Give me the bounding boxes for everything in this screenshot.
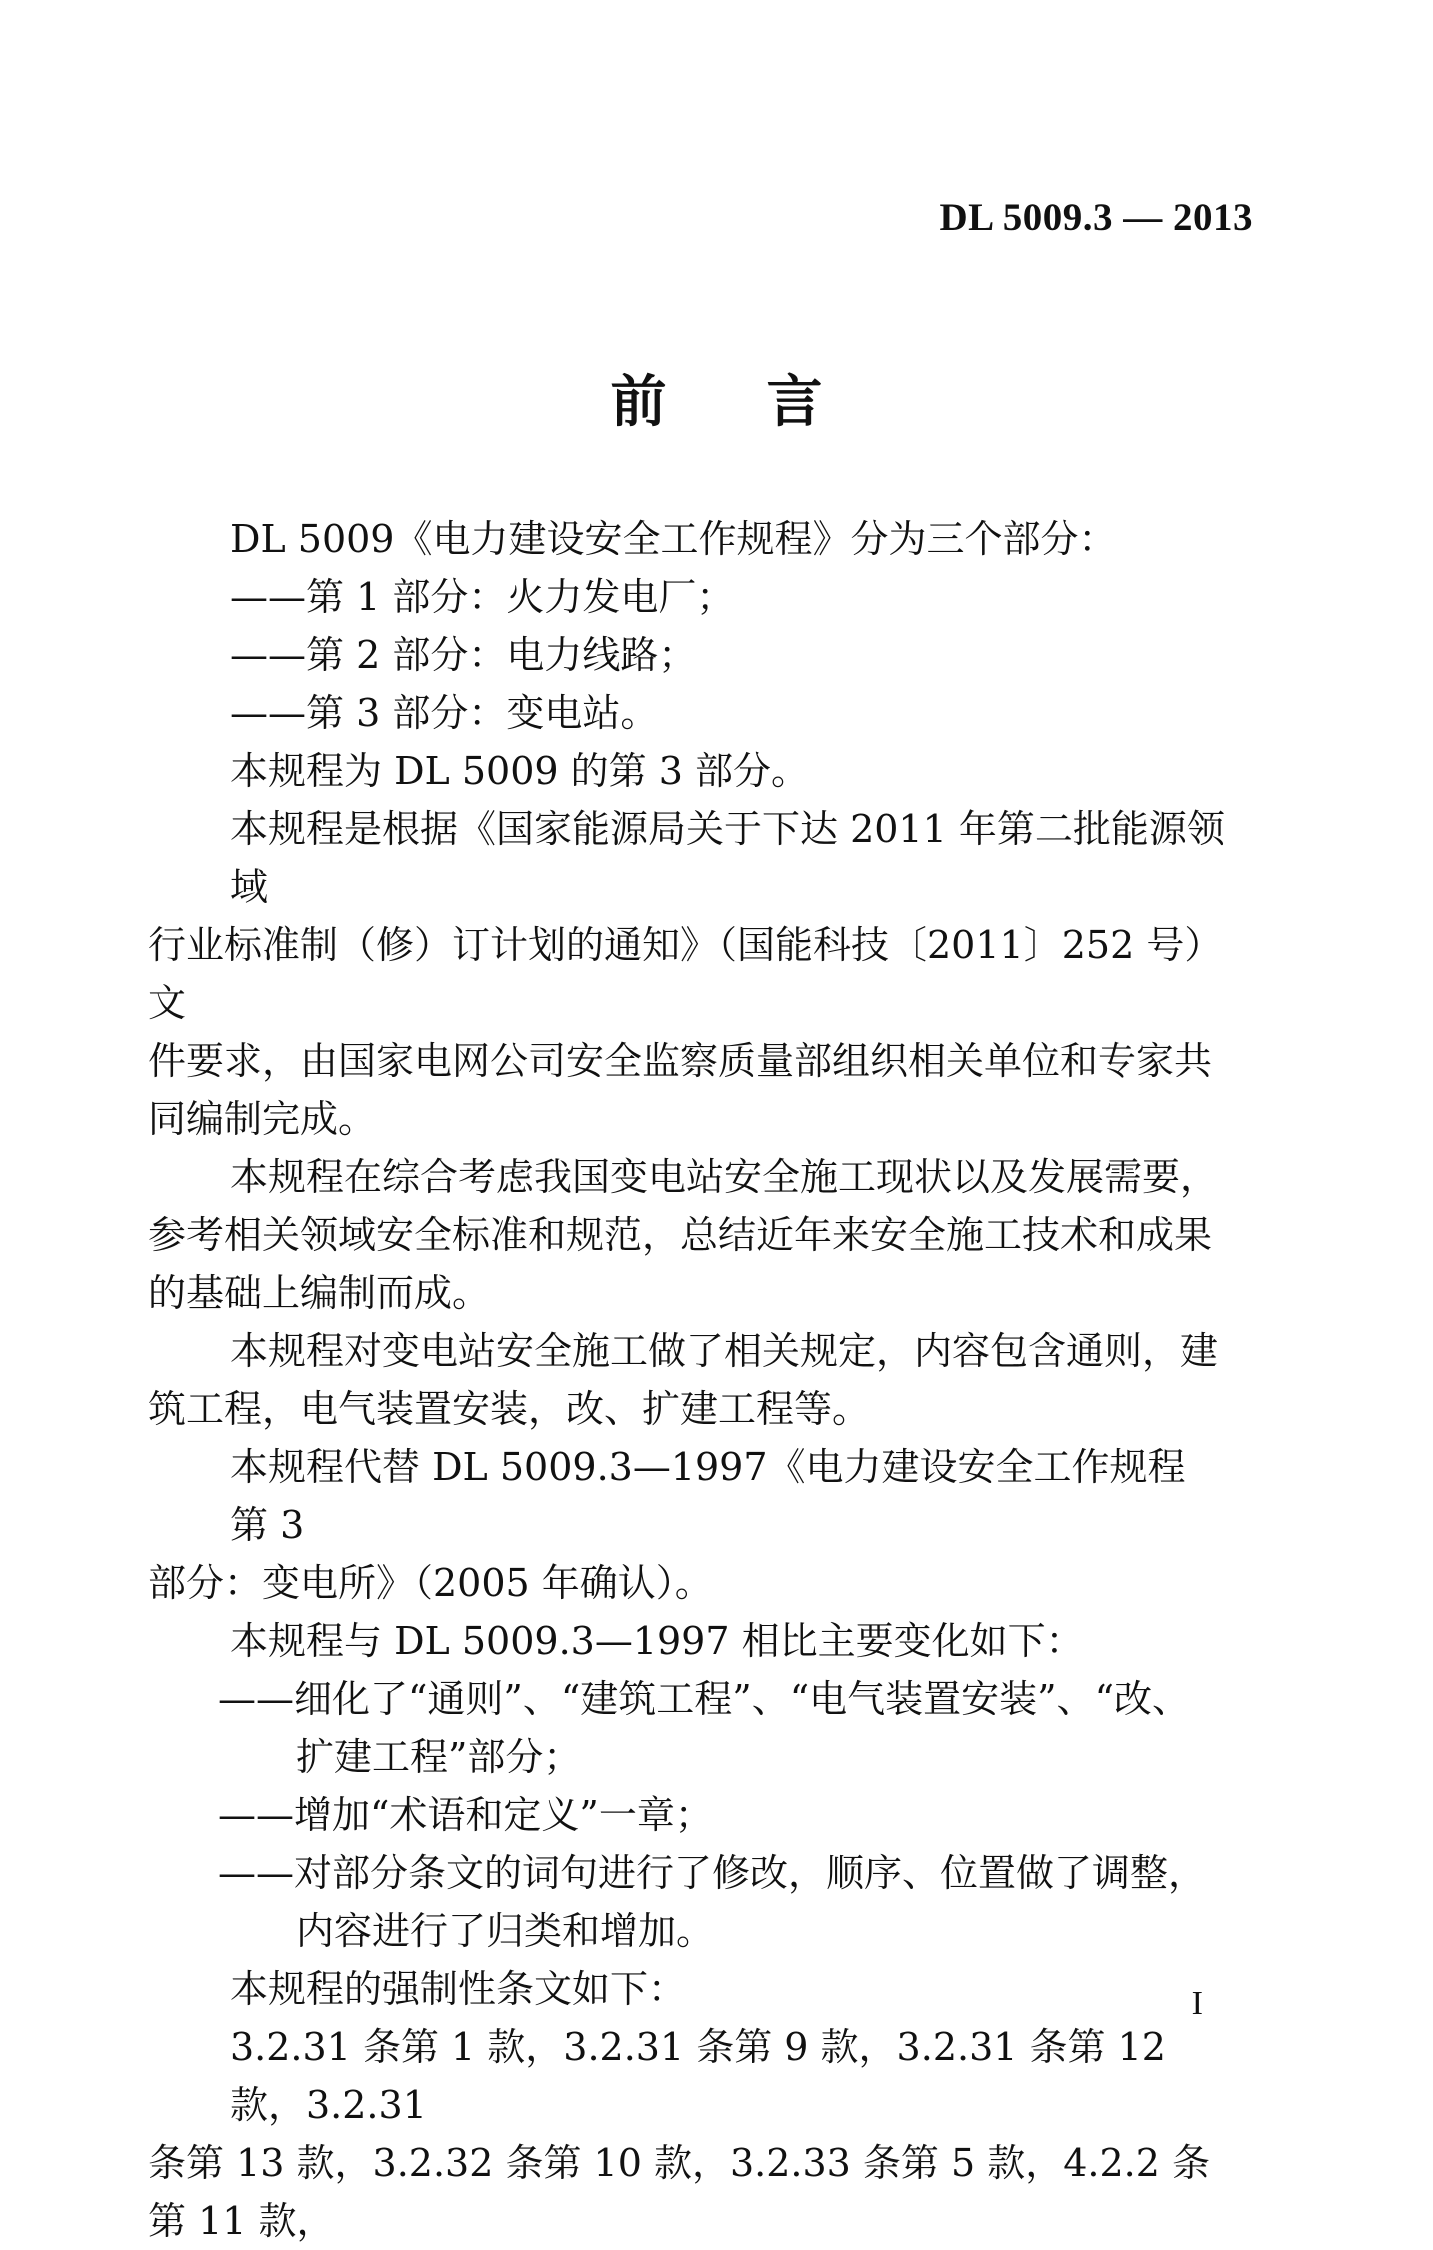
paragraph-line: 本规程对变电站安全施工做了相关规定，内容包含通则，建 xyxy=(230,1329,1219,1373)
standard-number-header: DL 5009.3 — 2013 xyxy=(939,196,1253,239)
list-item: ——细化了“通则”、“建筑工程”、“电气装置安装”、“改、 xyxy=(218,1677,1190,1721)
paragraph-line: 本规程在综合考虑我国变电站安全施工现状以及发展需要， xyxy=(230,1155,1219,1199)
paragraph-line: 参考相关领域安全标准和规范，总结近年来安全施工技术和成果 xyxy=(148,1213,1213,1257)
paragraph-line: 同编制完成。 xyxy=(148,1097,377,1141)
paragraph-line: 行业标准制（修）订计划的通知》（国能科技〔2011〕252 号）文 xyxy=(148,923,1223,1025)
title-char-2: 言 xyxy=(766,369,823,435)
paragraph-line: 条第 13 款，3.2.32 条第 10 款，3.2.33 条第 5 款，4.2.2 条第 11 款， xyxy=(148,2141,1211,2243)
paragraph-line: 本规程的强制性条文如下： xyxy=(230,1967,687,2011)
paragraph-line: 件要求，由国家电网公司安全监察质量部组织相关单位和专家共 xyxy=(148,1039,1213,1083)
paragraph-line: 筑工程，电气装置安装，改、扩建工程等。 xyxy=(148,1387,871,1431)
document-body xyxy=(148,510,1248,2250)
page-number: I xyxy=(1191,1985,1203,2022)
paragraph-line: 本规程代替 DL 5009.3—1997《电力建设安全工作规程 第 3 xyxy=(230,1445,1224,1547)
paragraph-line: 3.2.31 条第 1 款，3.2.31 条第 9 款，3.2.31 条第 12 款，3.2.31 xyxy=(230,2025,1166,2127)
list-item: ——增加“术语和定义”一章； xyxy=(218,1793,713,1837)
list-item-continuation: 内容进行了归类和增加。 xyxy=(296,1909,715,1953)
paragraph-line: DL 5009《电力建设安全工作规程》分为三个部分： xyxy=(230,517,1117,561)
list-item: ——对部分条文的词句进行了修改，顺序、位置做了调整， xyxy=(218,1851,1207,1895)
paragraph-line: 本规程与 DL 5009.3—1997 相比主要变化如下： xyxy=(230,1619,1084,1663)
list-item: ——第 1 部分：火力发电厂； xyxy=(230,575,735,619)
paragraph-line: 部分：变电所》（2005 年确认）。 xyxy=(148,1561,713,1605)
page-title xyxy=(0,358,1433,438)
title-char-1: 前 xyxy=(610,369,667,435)
paragraph-line: 本规程为 DL 5009 的第 3 部分。 xyxy=(230,749,809,793)
paragraph-line: 的基础上编制而成。 xyxy=(148,1271,491,1315)
paragraph-line: 本规程是根据《国家能源局关于下达 2011 年第二批能源领域 xyxy=(230,807,1225,909)
list-item: ——第 3 部分：变电站。 xyxy=(230,691,659,735)
list-item: ——第 2 部分：电力线路； xyxy=(230,633,697,677)
list-item-continuation: 扩建工程”部分； xyxy=(296,1735,582,1779)
